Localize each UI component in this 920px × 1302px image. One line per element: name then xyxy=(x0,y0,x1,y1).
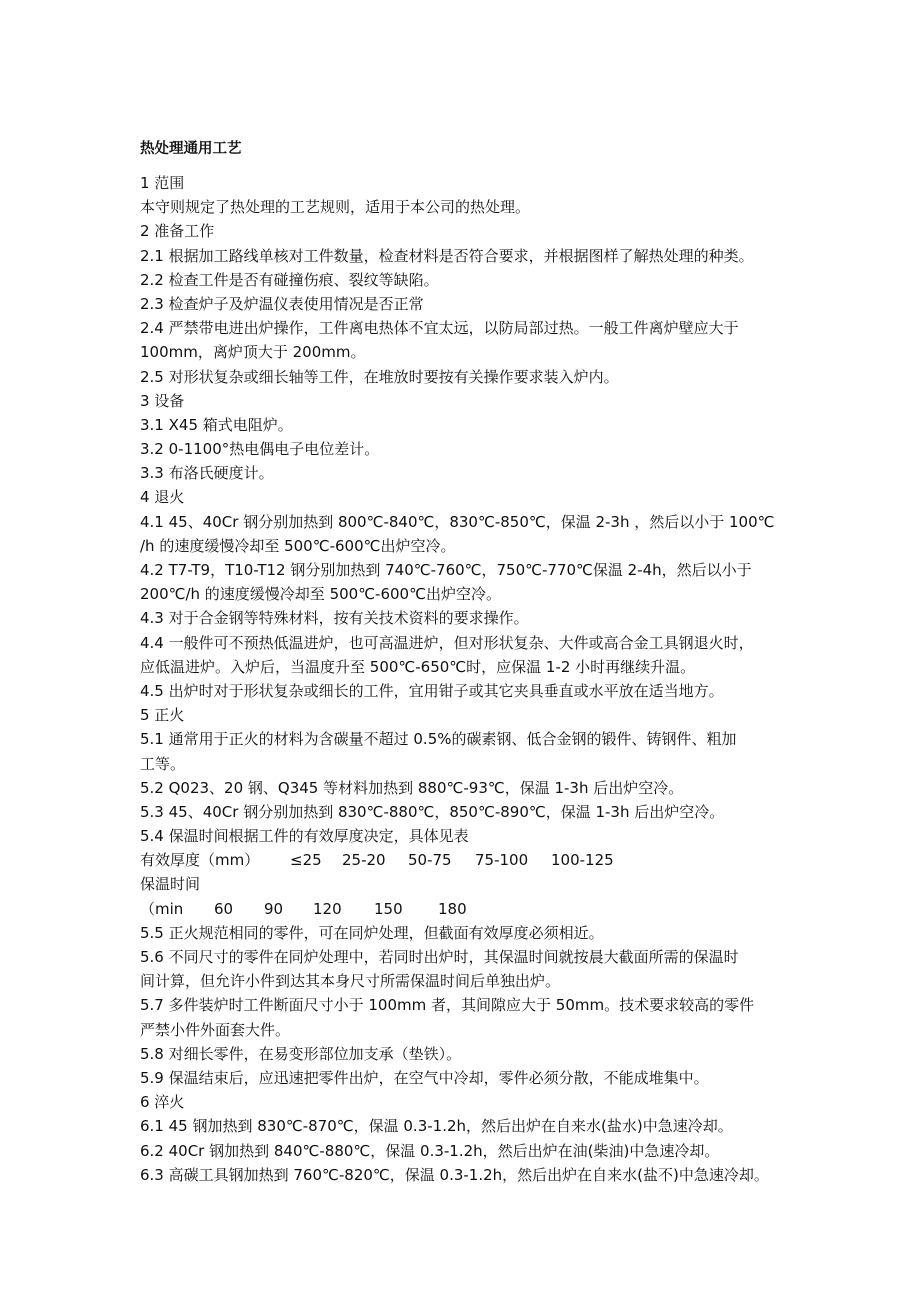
body-section-b xyxy=(140,921,800,1187)
time-unit-label: （min xyxy=(140,899,184,918)
text-line: 工等。 xyxy=(140,754,186,773)
text-line: 4.2 T7-T9，T10-T12 钢分别加热到 740℃-760℃，750℃-770℃保温 2-4h，然后以小于 xyxy=(140,561,752,579)
text-line: 4 退火 xyxy=(140,488,185,507)
time-cell: 60 xyxy=(214,899,234,918)
text-line: 6.3 高碳工具钢加热到 760℃-820℃，保温 0.3-1.2h，然后出炉在自来水(盐不)中急速冷却。 xyxy=(140,1165,769,1184)
text-line: 2.2 检查工件是否有碰撞伤痕、裂纹等缺陷。 xyxy=(140,270,439,289)
thickness-label: 有效厚度（mm） xyxy=(140,851,260,870)
text-line: 应低温进炉。入炉后，当温度升至 500℃-650℃时，应保温 1-2 小时再继续升温。 xyxy=(140,657,696,676)
text-line: 5.2 Q023、20 钢、Q345 等材料加热到 880℃-93℃，保温 1-3h 后出炉空冷。 xyxy=(140,778,684,797)
text-line: 6.1 45 钢加热到 830℃-870℃，保温 0.3-1.2h，然后出炉在自来水(盐水)中急速冷却。 xyxy=(140,1117,733,1136)
text-line: 5.4 保温时间根据工件的有效厚度决定，具体见表 xyxy=(140,827,469,846)
text-line: 5.8 对细长零件，在易变形部位加支承（垫铁）。 xyxy=(140,1044,462,1063)
text-line: 严禁小件外面套大件。 xyxy=(140,1020,291,1039)
thickness-cell: 50-75 xyxy=(408,851,452,870)
text-line: 100mm，离炉顶大于 200mm。 xyxy=(140,343,366,362)
text-line: 4.3 对于合金钢等特殊材料，按有关技术资料的要求操作。 xyxy=(140,609,529,628)
text-line: 3.3 布洛氏硬度计。 xyxy=(140,464,274,483)
table-row-thickness xyxy=(140,848,800,872)
text-line: 5.7 多件装炉时工件断面尺寸小于 100mm 者，其间隙应大于 50mm。技术要求较高的零件 xyxy=(140,996,755,1015)
text-line: 4.4 一般件可不预热低温进炉，也可高温进炉，但对形状复杂、大件或高合金工具钢退火时， xyxy=(140,633,754,652)
text-line: 本守则规定了热处理的工艺规则，适用于本公司的热处理。 xyxy=(140,198,531,217)
time-cell: 90 xyxy=(264,899,284,918)
text-line: 3.2 0-1100°热电偶电子电位差计。 xyxy=(140,440,380,459)
document-body xyxy=(140,171,800,1187)
thickness-cell: 75-100 xyxy=(475,851,529,870)
thickness-cell: ≤25 xyxy=(290,851,322,870)
text-line: 3.1 X45 箱式电阻炉。 xyxy=(140,415,293,434)
text-line: 6 淬火 xyxy=(140,1093,185,1112)
text-line: 2.1 根据加工路线单核对工件数量，检查材料是否符合要求，并根据图样了解热处理的种类。 xyxy=(140,246,754,265)
text-line: /h 的速度缓慢冷却至 500℃-600℃出炉空冷。 xyxy=(140,536,456,555)
holding-time-label: 保温时间 xyxy=(140,875,201,894)
text-line: 5.3 45、40Cr 钢分别加热到 830℃-880℃，850℃-890℃，保温 1-3h 后出炉空冷。 xyxy=(140,802,725,821)
text-line: 1 范围 xyxy=(140,174,185,192)
text-line: 4.5 出炉时对于形状复杂或细长的工件，宜用钳子或其它夹具垂直或水平放在适当地方。 xyxy=(140,681,724,700)
text-line: 6.2 40Cr 钢加热到 840℃-880℃，保温 0.3-1.2h，然后出炉在油(柴油)中急速冷却。 xyxy=(140,1141,720,1160)
text-line: 2.4 严禁带电进出炉操作，工件离电热体不宜太远，以防局部过热。一般工件离炉壁应大于 xyxy=(140,319,739,338)
table-row-time xyxy=(140,897,800,921)
text-line: 5.1 通常用于正火的材料为含碳量不超过 0.5%的碳素钢、低合金钢的锻件、铸钢件、粗加 xyxy=(140,730,737,749)
text-line: 2 准备工作 xyxy=(140,222,215,241)
text-line: 200℃/h 的速度缓慢冷却至 500℃-600℃出炉空冷。 xyxy=(140,585,501,604)
time-cell: 180 xyxy=(438,899,467,918)
text-line: 2.3 检查炉子及炉温仪表使用情况是否正常 xyxy=(140,294,424,313)
text-line: 间计算，但允许小件到达其本身尺寸所需保温时间后单独出炉。 xyxy=(140,972,561,991)
text-line: 4.1 45、40Cr 钢分别加热到 800℃-840℃，830℃-850℃，保温 2-3h ，然后以小于 100℃ xyxy=(140,512,775,531)
text-line: 5 正火 xyxy=(140,706,185,725)
thickness-cell: 25-20 xyxy=(342,851,386,870)
document-title: 热处理通用工艺 xyxy=(140,141,242,157)
holding-time-table xyxy=(140,848,800,921)
text-line: 5.9 保温结束后，应迅速把零件出炉，在空气中冷却，零件必须分散，不能成堆集中。 xyxy=(140,1068,709,1087)
body-section-a xyxy=(140,171,800,848)
text-line: 5.6 不同尺寸的零件在同炉处理中，若同时出炉时，其保温时间就按晨大截面所需的保温时 xyxy=(140,948,739,966)
time-cell: 120 xyxy=(313,899,342,918)
time-cell: 150 xyxy=(374,899,403,918)
thickness-cell: 100-125 xyxy=(551,851,614,870)
table-row-time-label xyxy=(140,872,800,896)
text-line: 3 设备 xyxy=(140,391,185,410)
text-line: 5.5 正火规范相同的零件，可在同炉处理，但截面有效厚度必须相近。 xyxy=(140,923,604,942)
text-line: 2.5 对形状复杂或细长轴等工件，在堆放时要按有关操作要求装入炉内。 xyxy=(140,367,619,386)
